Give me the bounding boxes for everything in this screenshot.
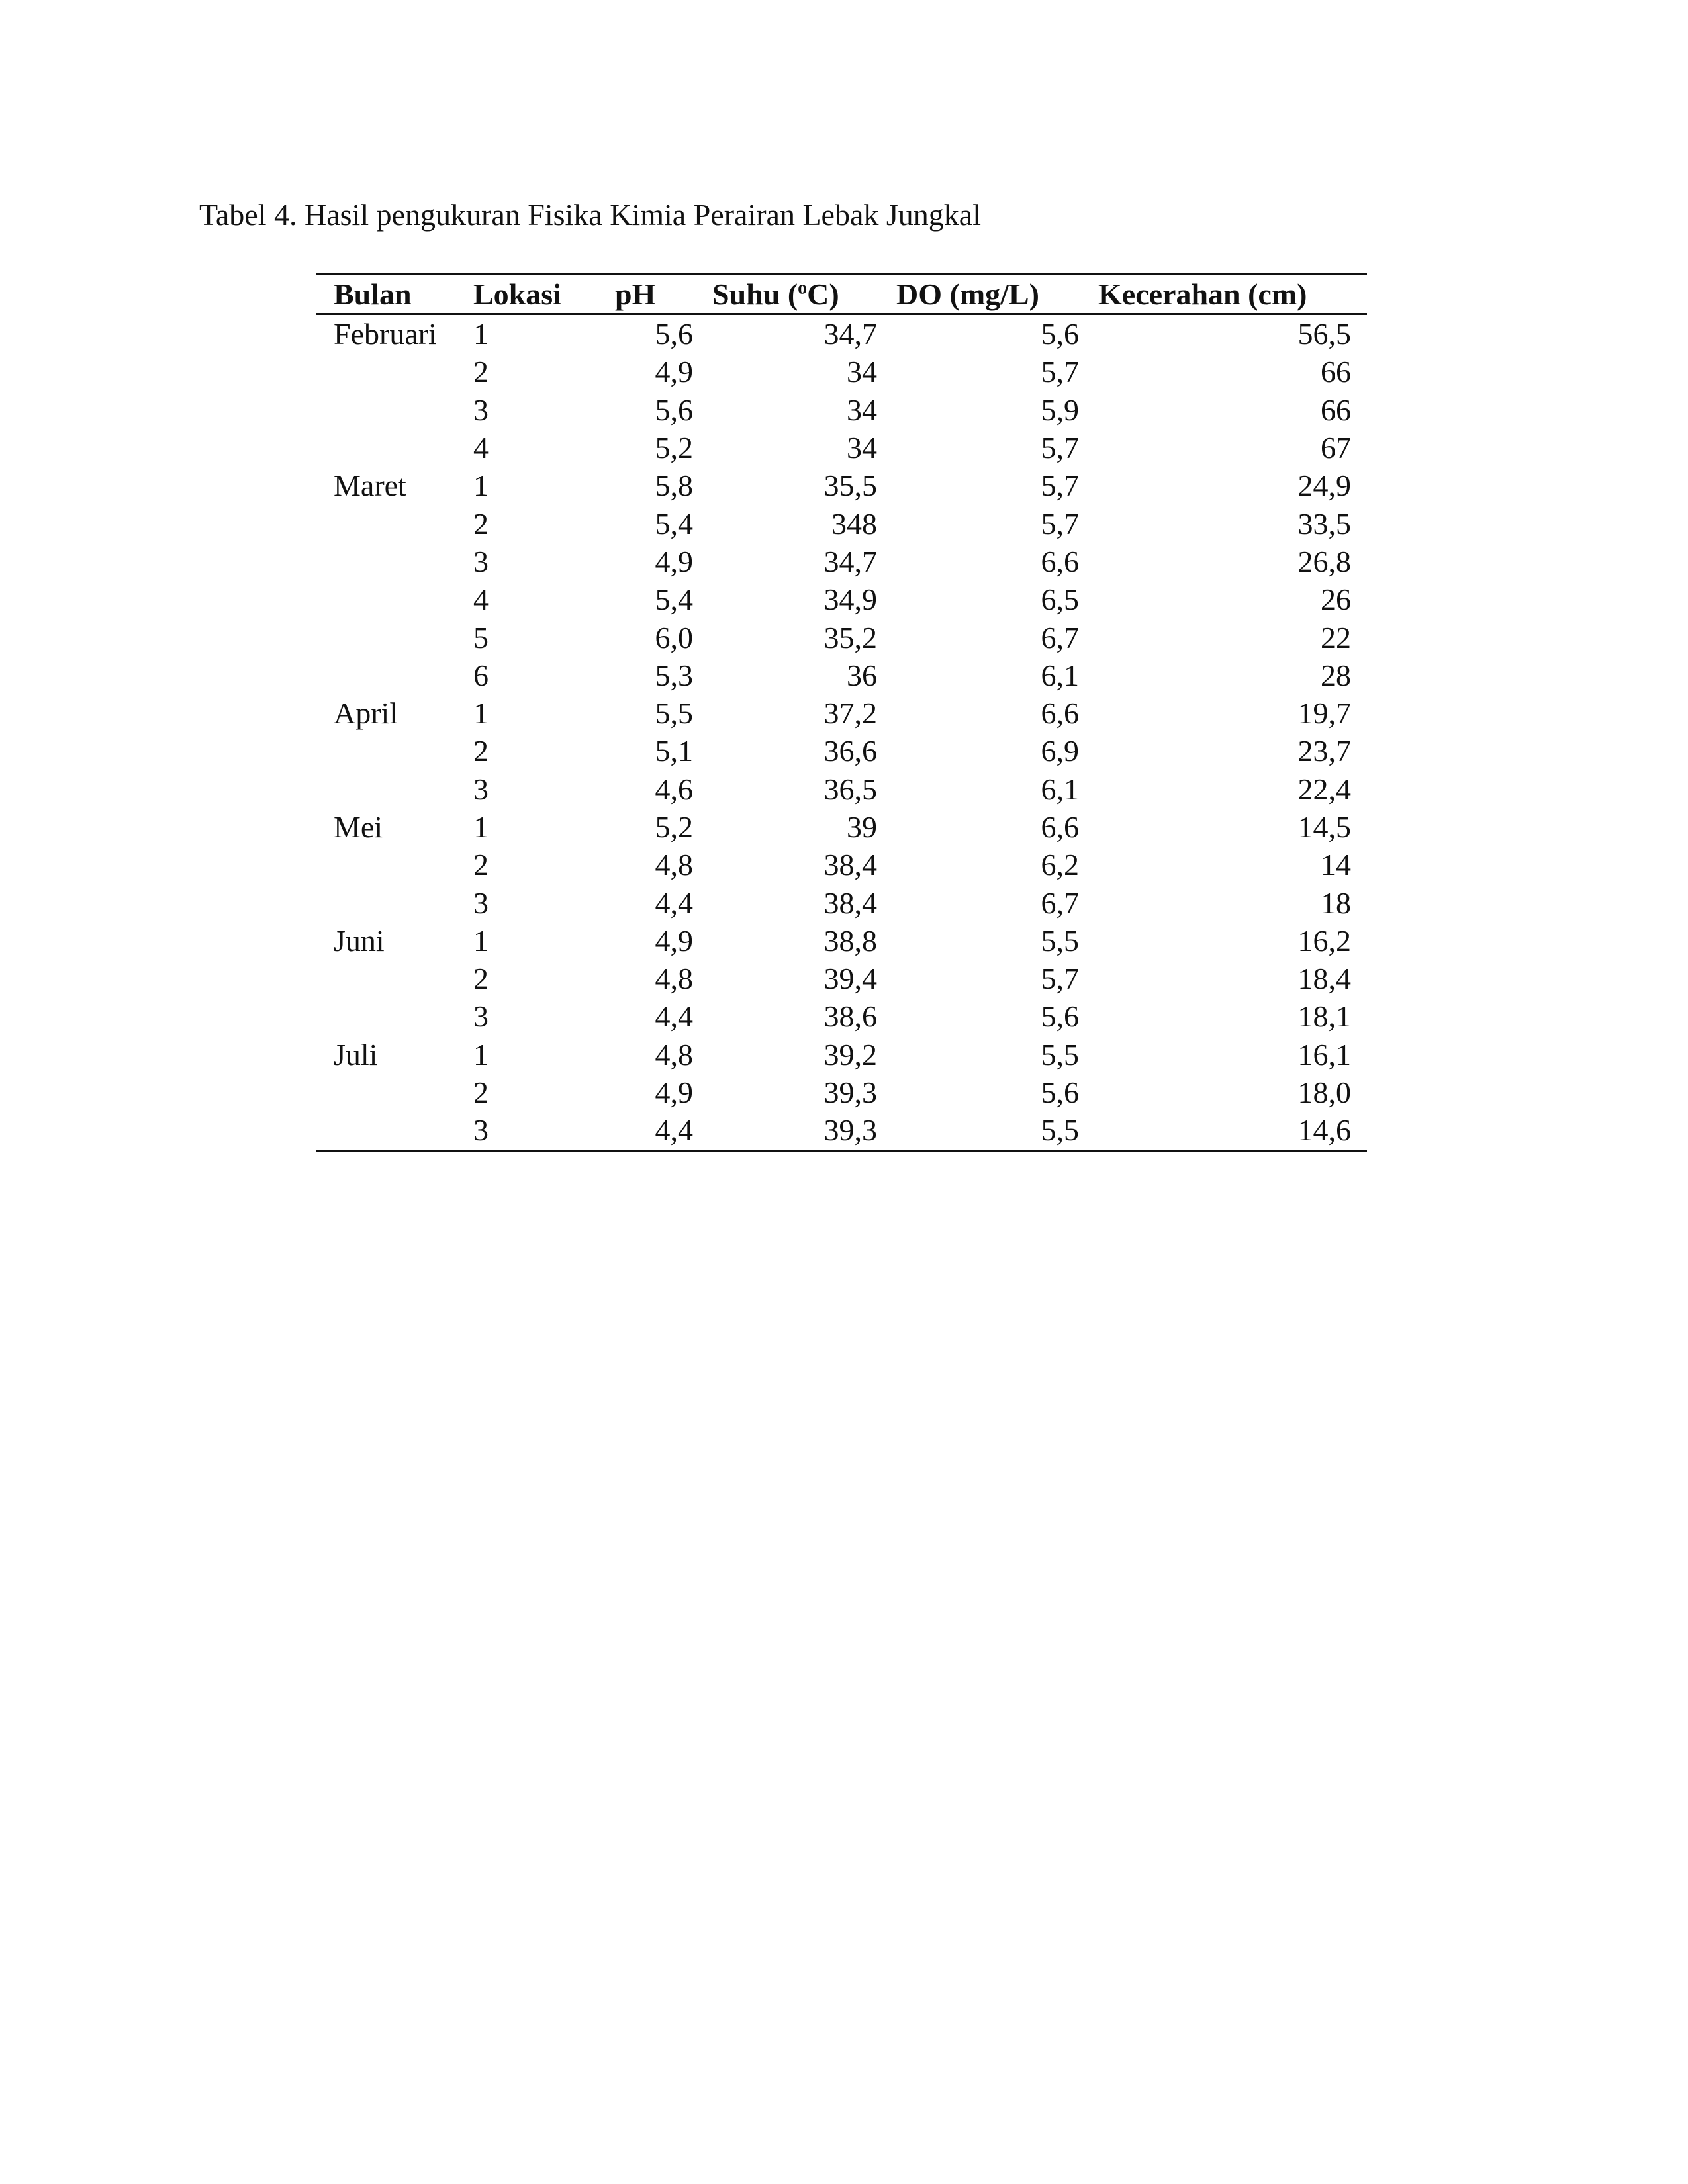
cell-kecerahan: 16,1 [1297,1037,1351,1071]
cell-suhu: 39,2 [823,1037,877,1071]
cell-do: 5,6 [1041,1075,1079,1110]
cell-ph: 4,9 [655,544,693,578]
table-caption: Tabel 4. Hasil pengukuran Fisika Kimia Perairan Lebak Jungkal [199,198,981,232]
cell-bulan [316,504,473,542]
cell-suhu: 36 [847,658,877,692]
cell-lokasi: 2 [473,355,489,389]
table-row [316,504,1367,542]
cell-lokasi: 4 [473,582,489,617]
cell-bulan [316,884,473,921]
table-row [316,314,1367,353]
cell-bulan [316,618,473,656]
table-row [316,543,1367,580]
cell-do: 6,1 [1041,658,1079,692]
cell-lokasi: 4 [473,431,489,465]
cell-suhu: 37,2 [823,696,877,731]
cell-kecerahan: 26,8 [1297,544,1351,578]
cell-do: 5,5 [1041,1113,1079,1148]
cell-bulan: Maret [334,469,406,503]
cell-kecerahan: 16,2 [1297,923,1351,958]
cell-suhu: 38,8 [823,923,877,958]
cell-lokasi: 1 [473,923,489,958]
cell-lokasi: 1 [473,469,489,503]
header-row [316,275,1367,314]
cell-suhu: 34 [847,392,877,427]
cell-lokasi: 5 [473,620,489,655]
cell-do: 6,9 [1041,734,1079,768]
cell-kecerahan: 18,4 [1297,962,1351,996]
cell-ph: 4,8 [655,848,693,882]
cell-ph: 5,5 [655,696,693,731]
header-suhu [712,275,896,314]
cell-do: 5,7 [1041,506,1079,541]
cell-kecerahan: 18 [1321,886,1351,920]
cell-bulan: Mei [334,810,383,844]
cell-suhu: 34,9 [823,582,877,617]
cell-lokasi: 2 [473,506,489,541]
cell-suhu: 34 [847,431,877,465]
table-row [316,808,1367,846]
cell-ph: 4,8 [655,1037,693,1071]
cell-do: 6,7 [1041,886,1079,920]
table-row [316,846,1367,884]
table-row [316,1036,1367,1073]
cell-ph: 5,4 [655,582,693,617]
cell-do: 6,6 [1041,544,1079,578]
table-row [316,960,1367,997]
cell-kecerahan: 66 [1321,355,1351,389]
table-row [316,580,1367,618]
table-row [316,353,1367,390]
table-header [316,275,1367,314]
cell-ph: 5,4 [655,506,693,541]
cell-kecerahan: 14,5 [1297,810,1351,844]
cell-do: 5,5 [1041,1037,1079,1071]
cell-kecerahan: 33,5 [1297,506,1351,541]
cell-do: 6,5 [1041,582,1079,617]
cell-lokasi: 2 [473,734,489,768]
table-body [316,314,1367,1151]
cell-suhu: 39,3 [823,1075,877,1110]
table-row [316,884,1367,921]
cell-ph: 4,6 [655,772,693,806]
table-row [316,997,1367,1035]
cell-ph: 5,3 [655,658,693,692]
cell-lokasi: 2 [473,848,489,882]
cell-bulan [316,429,473,467]
cell-do: 5,7 [1041,469,1079,503]
cell-suhu: 39,4 [823,962,877,996]
cell-lokasi: 3 [473,544,489,578]
cell-lokasi: 3 [473,772,489,806]
measurement-table-container [316,273,1367,1152]
cell-bulan [316,1111,473,1150]
cell-suhu: 34,7 [823,544,877,578]
table-row [316,618,1367,656]
cell-do: 6,2 [1041,848,1079,882]
cell-ph: 4,8 [655,962,693,996]
cell-bulan: April [334,696,399,731]
cell-kecerahan: 14 [1321,848,1351,882]
cell-ph: 4,4 [655,886,693,920]
header-suhu-degree: o [798,277,808,298]
cell-bulan [316,580,473,618]
cell-kecerahan: 26 [1321,582,1351,617]
table-row [316,732,1367,770]
cell-suhu: 35,5 [823,469,877,503]
cell-lokasi: 2 [473,1075,489,1110]
cell-kecerahan: 66 [1321,392,1351,427]
cell-do: 5,7 [1041,431,1079,465]
cell-kecerahan: 67 [1321,431,1351,465]
cell-kecerahan: 22,4 [1297,772,1351,806]
header-kecerahan: Kecerahan (cm) [1098,277,1307,311]
cell-ph: 5,2 [655,810,693,844]
cell-ph: 6,0 [655,620,693,655]
table-row [316,694,1367,732]
cell-do: 5,6 [1041,317,1079,351]
cell-lokasi: 1 [473,317,489,351]
cell-bulan [316,997,473,1035]
cell-bulan: Juni [334,923,385,958]
cell-kecerahan: 19,7 [1297,696,1351,731]
cell-lokasi: 2 [473,962,489,996]
table-row [316,391,1367,429]
header-suhu-prefix: Suhu ( [712,277,798,311]
cell-kecerahan: 18,0 [1297,1075,1351,1110]
cell-do: 6,1 [1041,772,1079,806]
cell-ph: 5,6 [655,392,693,427]
cell-suhu: 36,5 [823,772,877,806]
cell-do: 6,6 [1041,696,1079,731]
cell-suhu: 34 [847,355,877,389]
cell-kecerahan: 22 [1321,620,1351,655]
cell-bulan [316,846,473,884]
table-row [316,1073,1367,1111]
header-bulan: Bulan [334,277,412,311]
table-row [316,1111,1367,1150]
cell-do: 6,7 [1041,620,1079,655]
cell-ph: 5,6 [655,317,693,351]
cell-lokasi: 1 [473,696,489,731]
cell-suhu: 348 [831,506,877,541]
cell-bulan [316,960,473,997]
header-suhu-suffix: C) [807,277,839,311]
cell-lokasi: 3 [473,886,489,920]
cell-lokasi: 3 [473,392,489,427]
cell-do: 6,6 [1041,810,1079,844]
cell-kecerahan: 56,5 [1297,317,1351,351]
cell-suhu: 39 [847,810,877,844]
cell-bulan: Juli [334,1037,378,1071]
cell-bulan [316,353,473,390]
cell-bulan [316,770,473,808]
cell-lokasi: 3 [473,1113,489,1148]
table-row [316,922,1367,960]
header-lokasi: Lokasi [473,277,561,311]
table-row [316,657,1367,694]
cell-do: 5,7 [1041,355,1079,389]
cell-ph: 5,8 [655,469,693,503]
cell-bulan [316,732,473,770]
cell-suhu: 35,2 [823,620,877,655]
measurement-table [316,273,1367,1152]
cell-kecerahan: 28 [1321,658,1351,692]
cell-suhu: 38,4 [823,848,877,882]
cell-ph: 4,4 [655,999,693,1034]
header-do: DO (mg/L) [896,277,1039,311]
cell-ph: 5,2 [655,431,693,465]
cell-suhu: 38,4 [823,886,877,920]
cell-suhu: 38,6 [823,999,877,1034]
cell-do: 5,9 [1041,392,1079,427]
cell-kecerahan: 14,6 [1297,1113,1351,1148]
cell-ph: 4,9 [655,1075,693,1110]
cell-kecerahan: 24,9 [1297,469,1351,503]
cell-ph: 4,9 [655,355,693,389]
cell-do: 5,5 [1041,923,1079,958]
cell-suhu: 34,7 [823,317,877,351]
cell-lokasi: 3 [473,999,489,1034]
table-row [316,467,1367,504]
cell-kecerahan: 23,7 [1297,734,1351,768]
cell-kecerahan: 18,1 [1297,999,1351,1034]
cell-bulan [316,1073,473,1111]
cell-ph: 4,9 [655,923,693,958]
cell-bulan [316,543,473,580]
cell-suhu: 39,3 [823,1113,877,1148]
cell-ph: 5,1 [655,734,693,768]
cell-suhu: 36,6 [823,734,877,768]
cell-bulan [316,391,473,429]
cell-lokasi: 1 [473,1037,489,1071]
table-row [316,429,1367,467]
cell-ph: 4,4 [655,1113,693,1148]
table-row [316,770,1367,808]
cell-bulan [316,657,473,694]
cell-do: 5,7 [1041,962,1079,996]
cell-lokasi: 1 [473,810,489,844]
header-ph: pH [615,277,656,311]
cell-bulan: Februari [334,317,437,351]
cell-lokasi: 6 [473,658,489,692]
cell-do: 5,6 [1041,999,1079,1034]
